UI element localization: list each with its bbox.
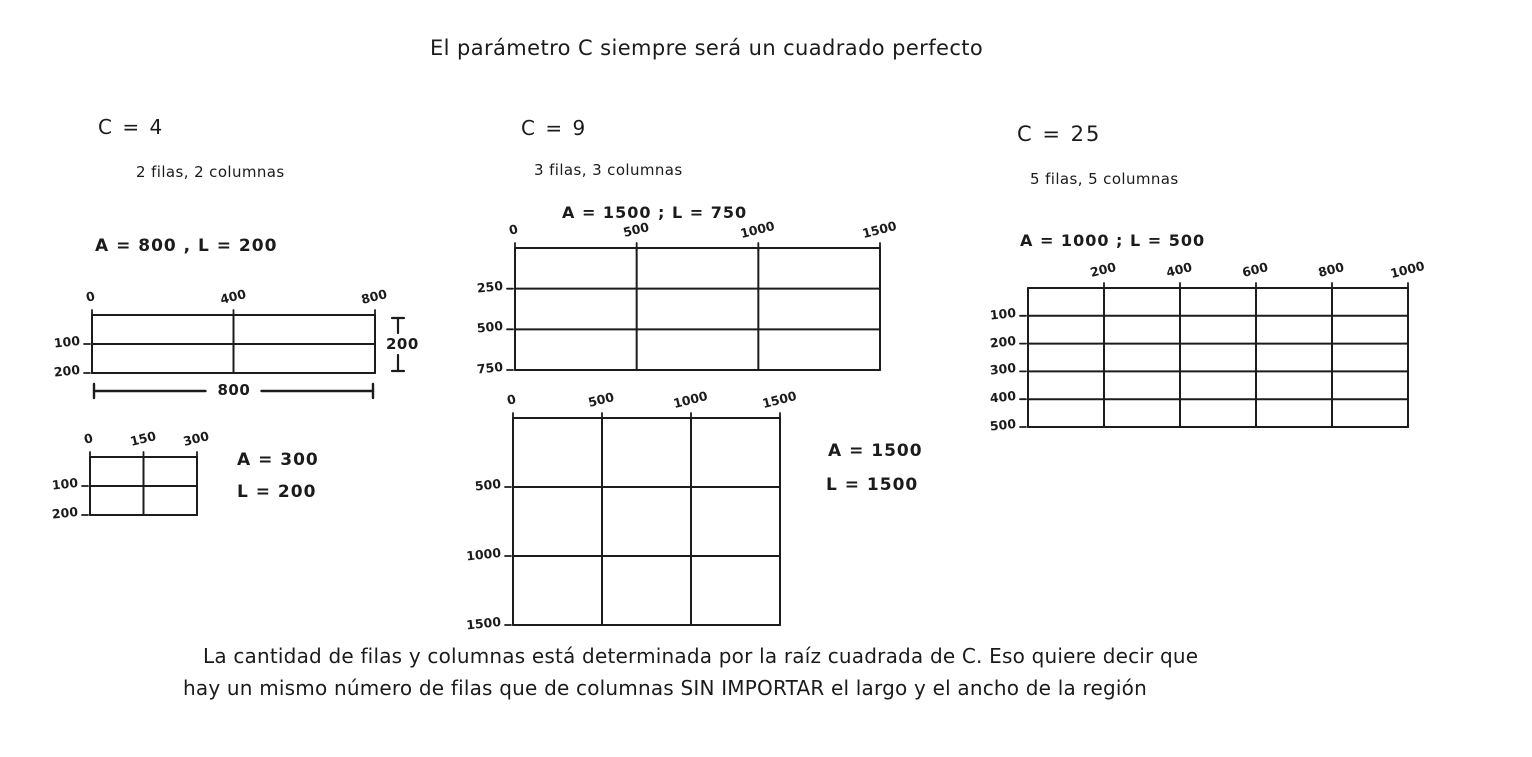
section-c4-heading: C = 4: [98, 115, 165, 139]
section-c25-params: A = 1000 ; L = 500: [1020, 231, 1206, 250]
y-tick-label: 400: [989, 388, 1017, 406]
page-title: El parámetro C siempre será un cuadrado perfecto: [430, 36, 984, 60]
section-c9-heading: C = 9: [521, 116, 588, 140]
x-tick-label: 1000: [739, 218, 777, 241]
section-c9-subheading: 3 filas, 3 columnas: [534, 161, 683, 179]
c9-bottom-area-label: A = 1500: [828, 441, 923, 461]
x-tick-label: 1000: [671, 388, 710, 411]
grid-c9-top: [463, 218, 924, 384]
grid-c4-main: [44, 285, 459, 423]
section-c25-heading: C = 25: [1017, 122, 1102, 146]
x-tick-label: 150: [128, 428, 158, 449]
x-tick-label: 400: [218, 286, 248, 307]
x-tick-label: 1500: [860, 218, 899, 241]
y-tick-label: 100: [51, 474, 79, 493]
grid-lines: [463, 218, 924, 384]
x-tick-label: 200: [1088, 259, 1118, 280]
section-c25-subheading: 5 filas, 5 columnas: [1030, 170, 1179, 188]
x-tick-label: 500: [586, 389, 616, 410]
x-tick-label: 300: [181, 428, 211, 449]
grid-lines: [457, 388, 824, 641]
y-tick-label: 100: [53, 332, 81, 351]
grid-c9-bottom: [457, 388, 824, 641]
y-tick-label: 500: [989, 415, 1017, 434]
footer-line-1: La cantidad de filas y columnas está determinada por la raíz cuadrada de C. Eso quiere decir que: [203, 644, 1199, 668]
height-dimension-label: 200: [386, 335, 419, 353]
grid-lines: [44, 285, 459, 423]
y-tick-label: 250: [476, 277, 504, 296]
y-tick-label: 200: [989, 332, 1017, 351]
grid-lines: [976, 256, 1452, 441]
section-c9-params: A = 1500 ; L = 750: [562, 203, 748, 222]
y-tick-label: 750: [476, 358, 504, 377]
x-tick-label: 0: [84, 288, 97, 305]
y-tick-label: 100: [989, 304, 1017, 323]
x-tick-label: 500: [621, 219, 651, 240]
x-tick-label: 1500: [760, 388, 799, 411]
c9-bottom-length-label: L = 1500: [826, 475, 919, 495]
c4-small-length-label: L = 200: [237, 482, 317, 502]
y-tick-label: 500: [476, 318, 504, 336]
y-tick-label: 300: [989, 360, 1017, 378]
footer-line-2: hay un mismo número de filas que de columnas SIN IMPORTAR el largo y el ancho de la región: [183, 676, 1147, 700]
x-tick-label: 800: [1316, 259, 1346, 280]
grid-lines: [42, 427, 219, 529]
width-dimension-label: 800: [217, 381, 251, 399]
y-tick-label: 500: [474, 475, 502, 494]
y-tick-label: 1000: [465, 544, 502, 564]
c4-small-area-label: A = 300: [237, 450, 319, 470]
x-tick-label: 1000: [1388, 258, 1427, 281]
section-c4-params: A = 800 , L = 200: [95, 236, 278, 256]
x-tick-label: 800: [359, 286, 389, 307]
x-tick-label: 0: [505, 391, 518, 408]
section-c4-subheading: 2 filas, 2 columnas: [136, 163, 285, 181]
y-tick-label: 1500: [465, 613, 502, 633]
y-tick-label: 200: [51, 503, 79, 522]
y-tick-label: 200: [53, 361, 81, 380]
grid-c25-main: [976, 256, 1452, 441]
x-tick-label: 0: [507, 221, 520, 238]
x-tick-label: 400: [1164, 259, 1194, 280]
x-tick-label: 0: [82, 430, 95, 447]
grid-c4-small: [42, 427, 219, 529]
x-tick-label: 600: [1240, 259, 1270, 280]
